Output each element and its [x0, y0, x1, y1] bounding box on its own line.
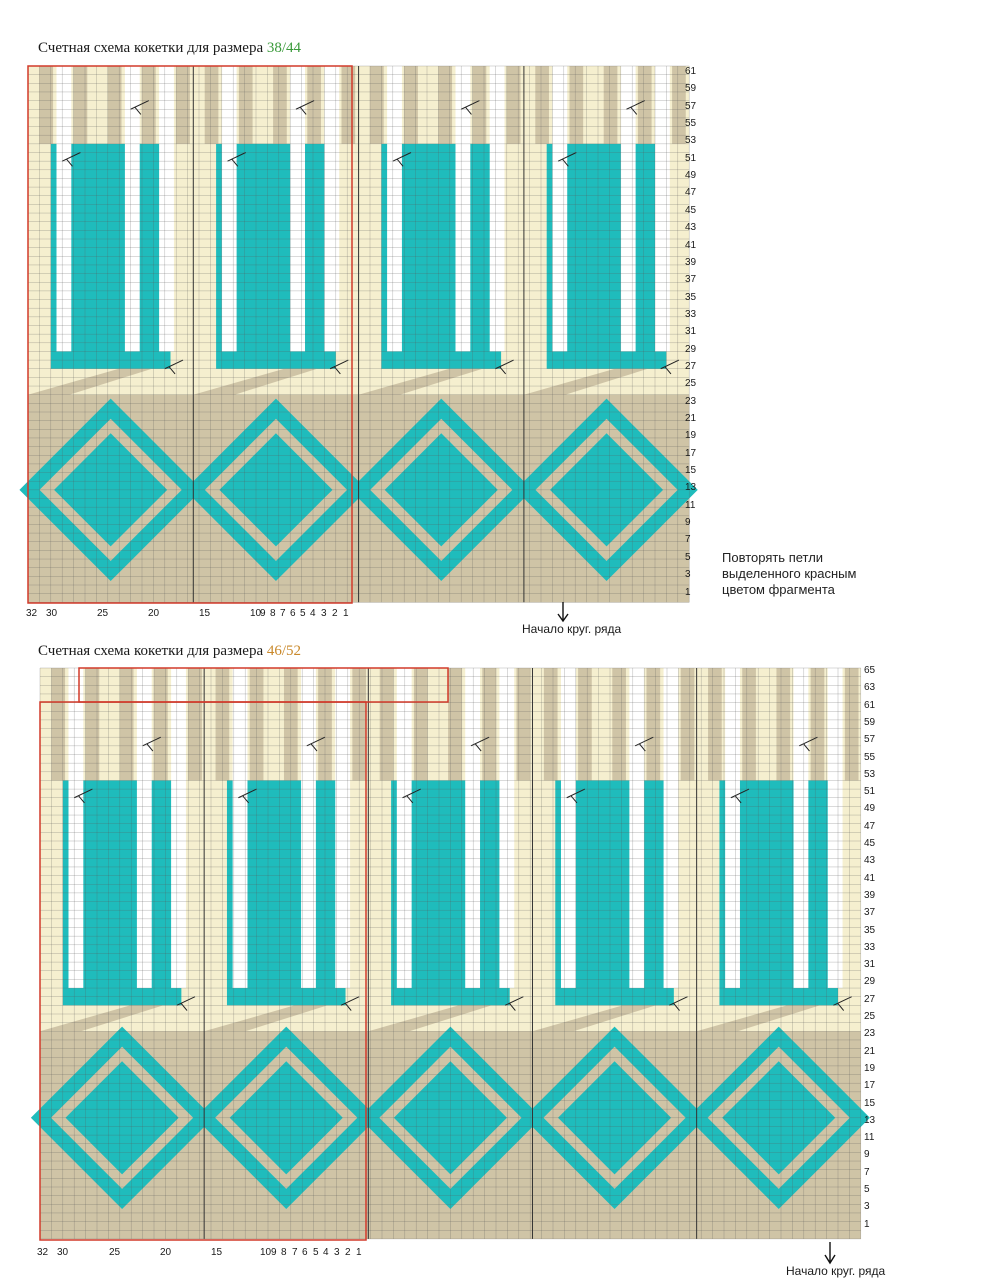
chart1-finger [672, 66, 686, 144]
chart1-finger [570, 66, 584, 144]
column-number: 1 [343, 608, 349, 619]
row-number: 11 [864, 1132, 875, 1144]
chart1-start-label: Начало круг. ряда [522, 622, 622, 636]
row-number: 23 [864, 1028, 876, 1040]
chart1-finger [535, 66, 549, 144]
column-number: 1 [356, 1247, 362, 1258]
row-number: 47 [685, 187, 697, 199]
row-number: 55 [685, 118, 697, 130]
repeat-note: Повторять петли выделенного красным цветом фрагмента [722, 550, 857, 597]
row-number: 9 [685, 517, 691, 529]
row-number: 29 [685, 343, 697, 355]
chart2-gap [69, 668, 84, 988]
chart2-start-label: Начало круг. ряда [786, 1264, 886, 1278]
row-number: 7 [864, 1166, 870, 1178]
row-number: 65 [864, 665, 876, 676]
row-number: 33 [864, 941, 876, 953]
row-number: 35 [685, 291, 697, 303]
row-number: 47 [864, 820, 876, 832]
row-number: 37 [864, 907, 876, 919]
column-number: 2 [332, 608, 338, 619]
chart2-finger [708, 668, 722, 780]
chart2-start-arrow [825, 1242, 835, 1263]
row-number: 49 [685, 170, 697, 182]
chart2-finger [845, 668, 859, 780]
chart2-finger [578, 668, 592, 780]
chart1-gap [490, 66, 505, 351]
row-number: 19 [685, 430, 697, 442]
chart2-gap [397, 668, 412, 988]
row-number: 57 [864, 734, 876, 746]
column-number: 3 [334, 1247, 340, 1258]
chart1-start-arrow [558, 602, 568, 621]
column-number: 20 [148, 608, 160, 619]
row-number: 33 [685, 308, 697, 320]
column-number: 32 [37, 1247, 49, 1258]
row-number: 27 [864, 993, 876, 1005]
column-number: 25 [109, 1247, 121, 1258]
row-number: 1 [685, 586, 691, 598]
column-number: 25 [97, 608, 109, 619]
row-number: 61 [864, 699, 876, 711]
column-number: 4 [310, 608, 316, 619]
row-number: 5 [685, 551, 691, 563]
column-number: 5 [313, 1247, 319, 1258]
column-number: 10 [260, 1247, 272, 1258]
chart2-finger [776, 668, 790, 780]
chart2-finger [811, 668, 825, 780]
chart1-gap [655, 66, 670, 351]
chart2-finger [646, 668, 660, 780]
column-number: 10 [250, 608, 262, 619]
chart1-finger [239, 66, 253, 144]
column-number: 32 [26, 608, 38, 619]
row-number: 17 [864, 1080, 876, 1092]
row-number: 21 [864, 1045, 876, 1057]
row-number: 27 [685, 360, 697, 372]
chart2-finger [544, 668, 558, 780]
row-number: 25 [685, 378, 697, 390]
row-number: 15 [685, 465, 697, 477]
row-number: 39 [685, 256, 697, 268]
row-number: 11 [685, 499, 696, 511]
row-number: 45 [864, 838, 876, 849]
chart1-finger [342, 66, 356, 144]
column-number: 30 [46, 608, 58, 619]
chart2-gap [664, 668, 679, 988]
chart2-gap [137, 668, 152, 988]
row-number: 49 [864, 803, 876, 815]
chart1-size: 38/44 [266, 40, 302, 56]
row-number: 25 [864, 1011, 876, 1022]
chart1-finger [604, 66, 618, 144]
chart2-finger [742, 668, 756, 780]
row-number: 59 [864, 716, 876, 728]
row-number: 37 [685, 274, 697, 286]
row-number: 43 [864, 855, 876, 867]
row-number: 13 [685, 482, 697, 494]
column-number: 20 [160, 1247, 172, 1258]
row-number: 7 [685, 534, 691, 546]
row-number: 5 [864, 1184, 870, 1195]
column-number: 2 [345, 1247, 351, 1258]
chart1-finger [638, 66, 652, 144]
column-number: 8 [281, 1247, 287, 1258]
row-number: 31 [864, 959, 876, 971]
row-number: 15 [864, 1097, 876, 1109]
row-number: 3 [864, 1201, 870, 1213]
row-number: 13 [864, 1114, 876, 1126]
column-number: 3 [321, 608, 327, 619]
chart1-title-text: Счетная схема кокетки для размера [38, 40, 264, 56]
chart2-gap [629, 668, 644, 988]
column-number: 30 [57, 1247, 69, 1258]
column-number: 15 [199, 608, 211, 619]
chart2-title [38, 643, 301, 660]
column-number: 4 [323, 1247, 329, 1258]
column-number: 15 [211, 1247, 223, 1258]
chart1-gap [222, 66, 237, 351]
row-number: 3 [685, 569, 691, 581]
row-number: 53 [864, 768, 876, 780]
chart2-finger [612, 668, 626, 780]
row-number: 35 [864, 924, 876, 936]
row-number: 61 [685, 66, 697, 77]
column-number: 9 [260, 608, 266, 619]
chart2-gap [725, 668, 740, 988]
chart2-title-text: Счетная схема кокетки для размера [38, 643, 264, 659]
column-number: 5 [300, 608, 306, 619]
row-number: 59 [685, 83, 697, 95]
chart2-finger [681, 668, 695, 780]
chart1-finger [205, 66, 219, 144]
chart2-gap [561, 668, 576, 988]
column-number: 7 [280, 608, 286, 619]
row-number: 39 [864, 889, 876, 901]
column-number: 8 [270, 608, 276, 619]
column-number: 9 [271, 1247, 277, 1258]
column-number: 6 [290, 608, 296, 619]
row-number: 51 [864, 786, 876, 798]
row-number: 51 [685, 152, 697, 164]
row-number: 45 [685, 204, 697, 216]
row-number: 53 [685, 135, 697, 147]
row-number: 9 [864, 1149, 870, 1161]
chart2-gap [828, 668, 843, 988]
row-number: 31 [685, 326, 697, 338]
row-number: 55 [864, 751, 876, 763]
row-number: 17 [685, 447, 697, 459]
row-number: 43 [685, 222, 697, 234]
row-number: 19 [864, 1062, 876, 1074]
row-number: 23 [685, 395, 697, 407]
row-number: 63 [864, 682, 876, 694]
chart1-gap [159, 66, 174, 351]
chart1-gap [552, 66, 567, 351]
column-number: 6 [302, 1247, 308, 1258]
row-number: 41 [685, 239, 697, 251]
column-number: 7 [292, 1247, 298, 1258]
chart2-size: 46/52 [266, 643, 302, 659]
row-number: 41 [864, 872, 876, 884]
chart2-gap [465, 668, 480, 988]
chart1-gap [324, 66, 339, 351]
chart1-gap [57, 66, 72, 351]
chart2-gap [499, 668, 514, 988]
row-number: 21 [685, 413, 697, 424]
row-number: 29 [864, 976, 876, 988]
row-number: 57 [685, 100, 697, 112]
chart2-gap [794, 668, 809, 988]
row-number: 1 [864, 1218, 870, 1230]
chart1-gap [387, 66, 402, 351]
chart2-gap [171, 668, 186, 988]
chart1-finger [273, 66, 287, 144]
chart1-finger [307, 66, 321, 144]
